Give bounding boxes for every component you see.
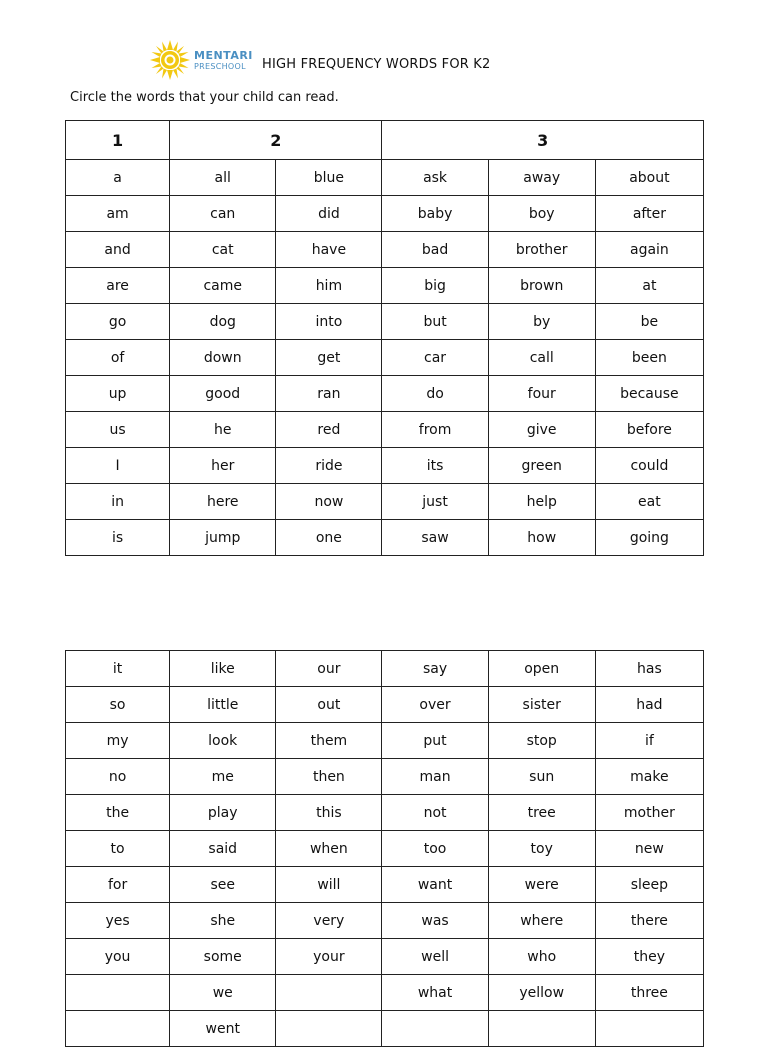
word-cell: its [382, 448, 488, 484]
sun-icon [150, 40, 190, 80]
table-row [66, 651, 704, 687]
word-cell: them [276, 723, 382, 759]
word-cell: well [382, 939, 488, 975]
word-cell: stop [488, 723, 595, 759]
word-cell: sun [488, 759, 595, 795]
word-cell: just [382, 484, 488, 520]
word-cell: will [276, 867, 382, 903]
word-cell: ran [276, 376, 382, 412]
word-cell: all [170, 160, 276, 196]
word-cell: went [170, 1011, 276, 1047]
table-row [66, 867, 704, 903]
word-cell: give [488, 412, 595, 448]
word-cell [276, 1011, 382, 1047]
table-row [66, 687, 704, 723]
word-cell: for [66, 867, 170, 903]
word-cell: into [276, 304, 382, 340]
word-cell [595, 1011, 703, 1047]
word-cell: me [170, 759, 276, 795]
word-cell: after [595, 196, 703, 232]
word-cell: they [595, 939, 703, 975]
word-cell: get [276, 340, 382, 376]
table-row [66, 412, 704, 448]
word-cell: like [170, 651, 276, 687]
word-cell: down [170, 340, 276, 376]
column-group-1-header: 1 [66, 121, 170, 160]
word-cell: very [276, 903, 382, 939]
word-cell [66, 1011, 170, 1047]
word-cell: some [170, 939, 276, 975]
word-cell: new [595, 831, 703, 867]
word-cell: she [170, 903, 276, 939]
word-cell: up [66, 376, 170, 412]
column-group-2-header: 2 [170, 121, 382, 160]
word-cell: make [595, 759, 703, 795]
word-cell: out [276, 687, 382, 723]
word-cell: bad [382, 232, 488, 268]
table-row [66, 723, 704, 759]
word-cell: ride [276, 448, 382, 484]
word-cell: a [66, 160, 170, 196]
word-cell [382, 1011, 488, 1047]
word-cell: we [170, 975, 276, 1011]
word-cell: in [66, 484, 170, 520]
word-cell: to [66, 831, 170, 867]
word-cell: going [595, 520, 703, 556]
word-cell: but [382, 304, 488, 340]
word-cell: man [382, 759, 488, 795]
word-cell: again [595, 232, 703, 268]
table-row [66, 520, 704, 556]
word-cell: us [66, 412, 170, 448]
word-cell: car [382, 340, 488, 376]
word-cell: tree [488, 795, 595, 831]
word-cell: it [66, 651, 170, 687]
word-cell: and [66, 232, 170, 268]
word-cell: mother [595, 795, 703, 831]
table-row [66, 376, 704, 412]
word-cell: of [66, 340, 170, 376]
word-cell: red [276, 412, 382, 448]
word-cell: before [595, 412, 703, 448]
word-cell: said [170, 831, 276, 867]
word-table-2 [65, 650, 704, 1047]
word-cell: look [170, 723, 276, 759]
word-cell: had [595, 687, 703, 723]
word-cell: here [170, 484, 276, 520]
table-row [66, 831, 704, 867]
word-cell: am [66, 196, 170, 232]
word-cell: sister [488, 687, 595, 723]
word-cell: not [382, 795, 488, 831]
header [150, 38, 253, 82]
word-cell: because [595, 376, 703, 412]
word-cell: see [170, 867, 276, 903]
table-row [66, 160, 704, 196]
table-header-row [66, 121, 704, 160]
column-group-3-header: 3 [382, 121, 704, 160]
word-cell: green [488, 448, 595, 484]
word-cell: be [595, 304, 703, 340]
word-cell: one [276, 520, 382, 556]
word-cell: what [382, 975, 488, 1011]
word-cell: now [276, 484, 382, 520]
word-cell: eat [595, 484, 703, 520]
instruction-text: Circle the words that your child can read. [70, 90, 339, 105]
word-cell: where [488, 903, 595, 939]
table-row [66, 795, 704, 831]
word-cell: help [488, 484, 595, 520]
word-cell: this [276, 795, 382, 831]
word-cell: little [170, 687, 276, 723]
word-cell: blue [276, 160, 382, 196]
word-cell: at [595, 268, 703, 304]
word-cell: good [170, 376, 276, 412]
word-cell: go [66, 304, 170, 340]
table-row [66, 340, 704, 376]
word-cell: four [488, 376, 595, 412]
table-row [66, 903, 704, 939]
word-cell: our [276, 651, 382, 687]
word-table-1 [65, 120, 704, 556]
word-cell: cat [170, 232, 276, 268]
word-cell: sleep [595, 867, 703, 903]
word-cell: play [170, 795, 276, 831]
school-logo [150, 40, 253, 80]
word-cell: ask [382, 160, 488, 196]
table-row [66, 196, 704, 232]
word-cell: boy [488, 196, 595, 232]
word-cell: do [382, 376, 488, 412]
word-cell: say [382, 651, 488, 687]
word-cell: open [488, 651, 595, 687]
table-row [66, 304, 704, 340]
table-row [66, 484, 704, 520]
word-cell: was [382, 903, 488, 939]
word-cell: jump [170, 520, 276, 556]
table-row [66, 448, 704, 484]
word-cell: too [382, 831, 488, 867]
word-cell: then [276, 759, 382, 795]
word-cell: is [66, 520, 170, 556]
word-cell: there [595, 903, 703, 939]
word-cell: when [276, 831, 382, 867]
word-cell [488, 1011, 595, 1047]
word-cell [276, 975, 382, 1011]
table-row [66, 975, 704, 1011]
word-cell: I [66, 448, 170, 484]
word-cell: brother [488, 232, 595, 268]
table-row [66, 759, 704, 795]
word-cell: about [595, 160, 703, 196]
word-cell: who [488, 939, 595, 975]
word-cell: brown [488, 268, 595, 304]
word-cell: your [276, 939, 382, 975]
word-cell: have [276, 232, 382, 268]
word-cell: the [66, 795, 170, 831]
word-cell: so [66, 687, 170, 723]
table-row [66, 1011, 704, 1047]
word-cell: could [595, 448, 703, 484]
word-cell: dog [170, 304, 276, 340]
word-cell: been [595, 340, 703, 376]
word-cell: from [382, 412, 488, 448]
word-cell: can [170, 196, 276, 232]
word-cell: over [382, 687, 488, 723]
word-cell: away [488, 160, 595, 196]
word-cell: you [66, 939, 170, 975]
table-row [66, 232, 704, 268]
word-cell: are [66, 268, 170, 304]
logo-wordmark: MENTARI [194, 48, 253, 62]
word-cell: want [382, 867, 488, 903]
word-cell: him [276, 268, 382, 304]
word-cell: by [488, 304, 595, 340]
word-cell: if [595, 723, 703, 759]
table-row [66, 268, 704, 304]
word-cell: came [170, 268, 276, 304]
logo-subtitle: PRESCHOOL [194, 61, 246, 71]
word-cell: put [382, 723, 488, 759]
word-cell: my [66, 723, 170, 759]
word-cell: big [382, 268, 488, 304]
word-cell: baby [382, 196, 488, 232]
word-cell: no [66, 759, 170, 795]
word-cell [66, 975, 170, 1011]
word-cell: three [595, 975, 703, 1011]
word-cell: were [488, 867, 595, 903]
word-cell: saw [382, 520, 488, 556]
word-cell: has [595, 651, 703, 687]
page-title: HIGH FREQUENCY WORDS FOR K2 [262, 57, 491, 72]
word-cell: how [488, 520, 595, 556]
word-cell: he [170, 412, 276, 448]
word-cell: call [488, 340, 595, 376]
table-row [66, 939, 704, 975]
word-cell: toy [488, 831, 595, 867]
word-cell: her [170, 448, 276, 484]
word-cell: did [276, 196, 382, 232]
word-cell: yes [66, 903, 170, 939]
word-cell: yellow [488, 975, 595, 1011]
